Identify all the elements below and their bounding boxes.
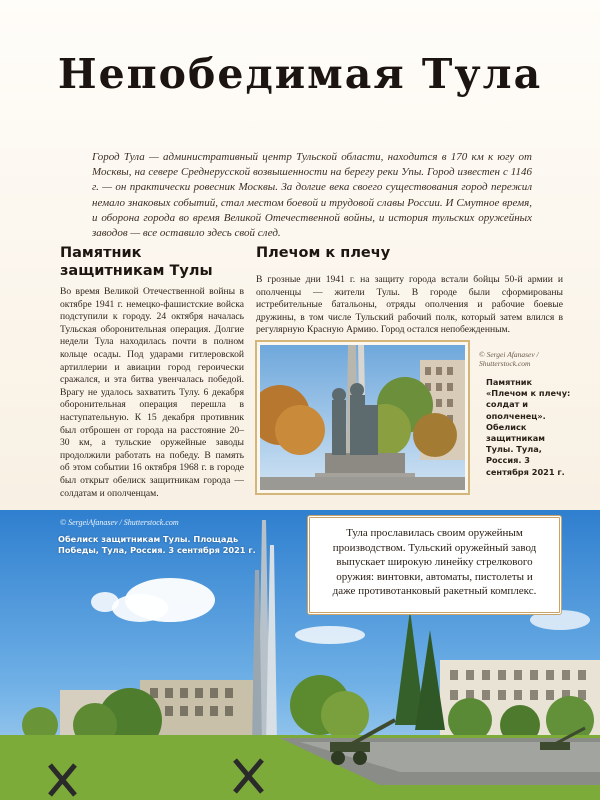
monument-photo-credit: © Sergei Afanasev / Shutterstock.com — [479, 350, 539, 368]
monument-photo-image — [260, 345, 465, 490]
callout-box — [307, 515, 562, 615]
monument-photo — [255, 340, 470, 495]
left-section-body: Во время Великой Отечественной войны в октябре 1941 г. немецко-фашистские войска подступили к городу. 24 октября началась Тульская оборонительная операция. Долгие недели Тула находилась почти в полном кольце осады. Под ударами гитлеровской артиллерии и авиации город героически сражался, и эта битва увенчалась победой. Врагу не удалось захватить Тулу. 6 декабря оборонительная операция перешла в наступательную. К 15 декабря противник был отброшен от города на расстояние 20–30 км, а тульские оружейные заводы продолжили работать на победу. В память об этом событии 16 октября 1968 г. в городе был открыт обелиск защитникам города — солдатам и ополченцам. — [60, 286, 244, 499]
obelisk-photo-credit: © SergeiAfanasev / Shutterstock.com — [60, 518, 179, 527]
page-title: Непобедимая Тула — [57, 50, 543, 98]
monument-photo-caption: Памятник «Плечом к плечу: солдат и ополченец». Обелиск защитникам Тулы. Тула, Россия. 3 сентября 2021 г. — [486, 377, 571, 477]
left-section-heading: Памятник защитникам Тулы — [60, 245, 213, 279]
right-section-heading: Плечом к плечу — [256, 245, 391, 261]
obelisk-photo-caption: Обелиск защитникам Тулы. Площадь Победы, Тула, Россия. 3 сентября 2021 г. — [58, 534, 256, 555]
right-section-body: В грозные дни 1941 г. на защиту города встали бойцы 50-й армии и ополченцы — жители Тулы. В городе были сформированы истребительные батальоны, отряды ополчения и рабочие боевые дружины, в том числе Тульский рабочий полк, который затем влился в регулярную Красную Армию. Город остался непобежденным. — [256, 274, 563, 336]
intro-paragraph: Город Тула — административный центр Тульской области, находится в 170 км к югу от Москвы, на севере Среднерусской возвышенности на берегу реки Упы. Город известен с 1146 г. — он практически ровесник Москвы. За долгие века своего существования город пережил немало знаковых событий, стал местом боевой и трудовой славы России. И Смутное время, и оборона города во время Великой Отечественной войны, и история тульских оружейных заводов — все оставило здесь свой след. — [92, 151, 532, 240]
callout-text: Тула прославилась своим оружейным производством. Тульский оружейный завод выпускает широкую линейку стрелкового оружия: винтовки, автоматы, пистолеты и даже противотанковый ракетный комплекс. — [332, 527, 537, 597]
